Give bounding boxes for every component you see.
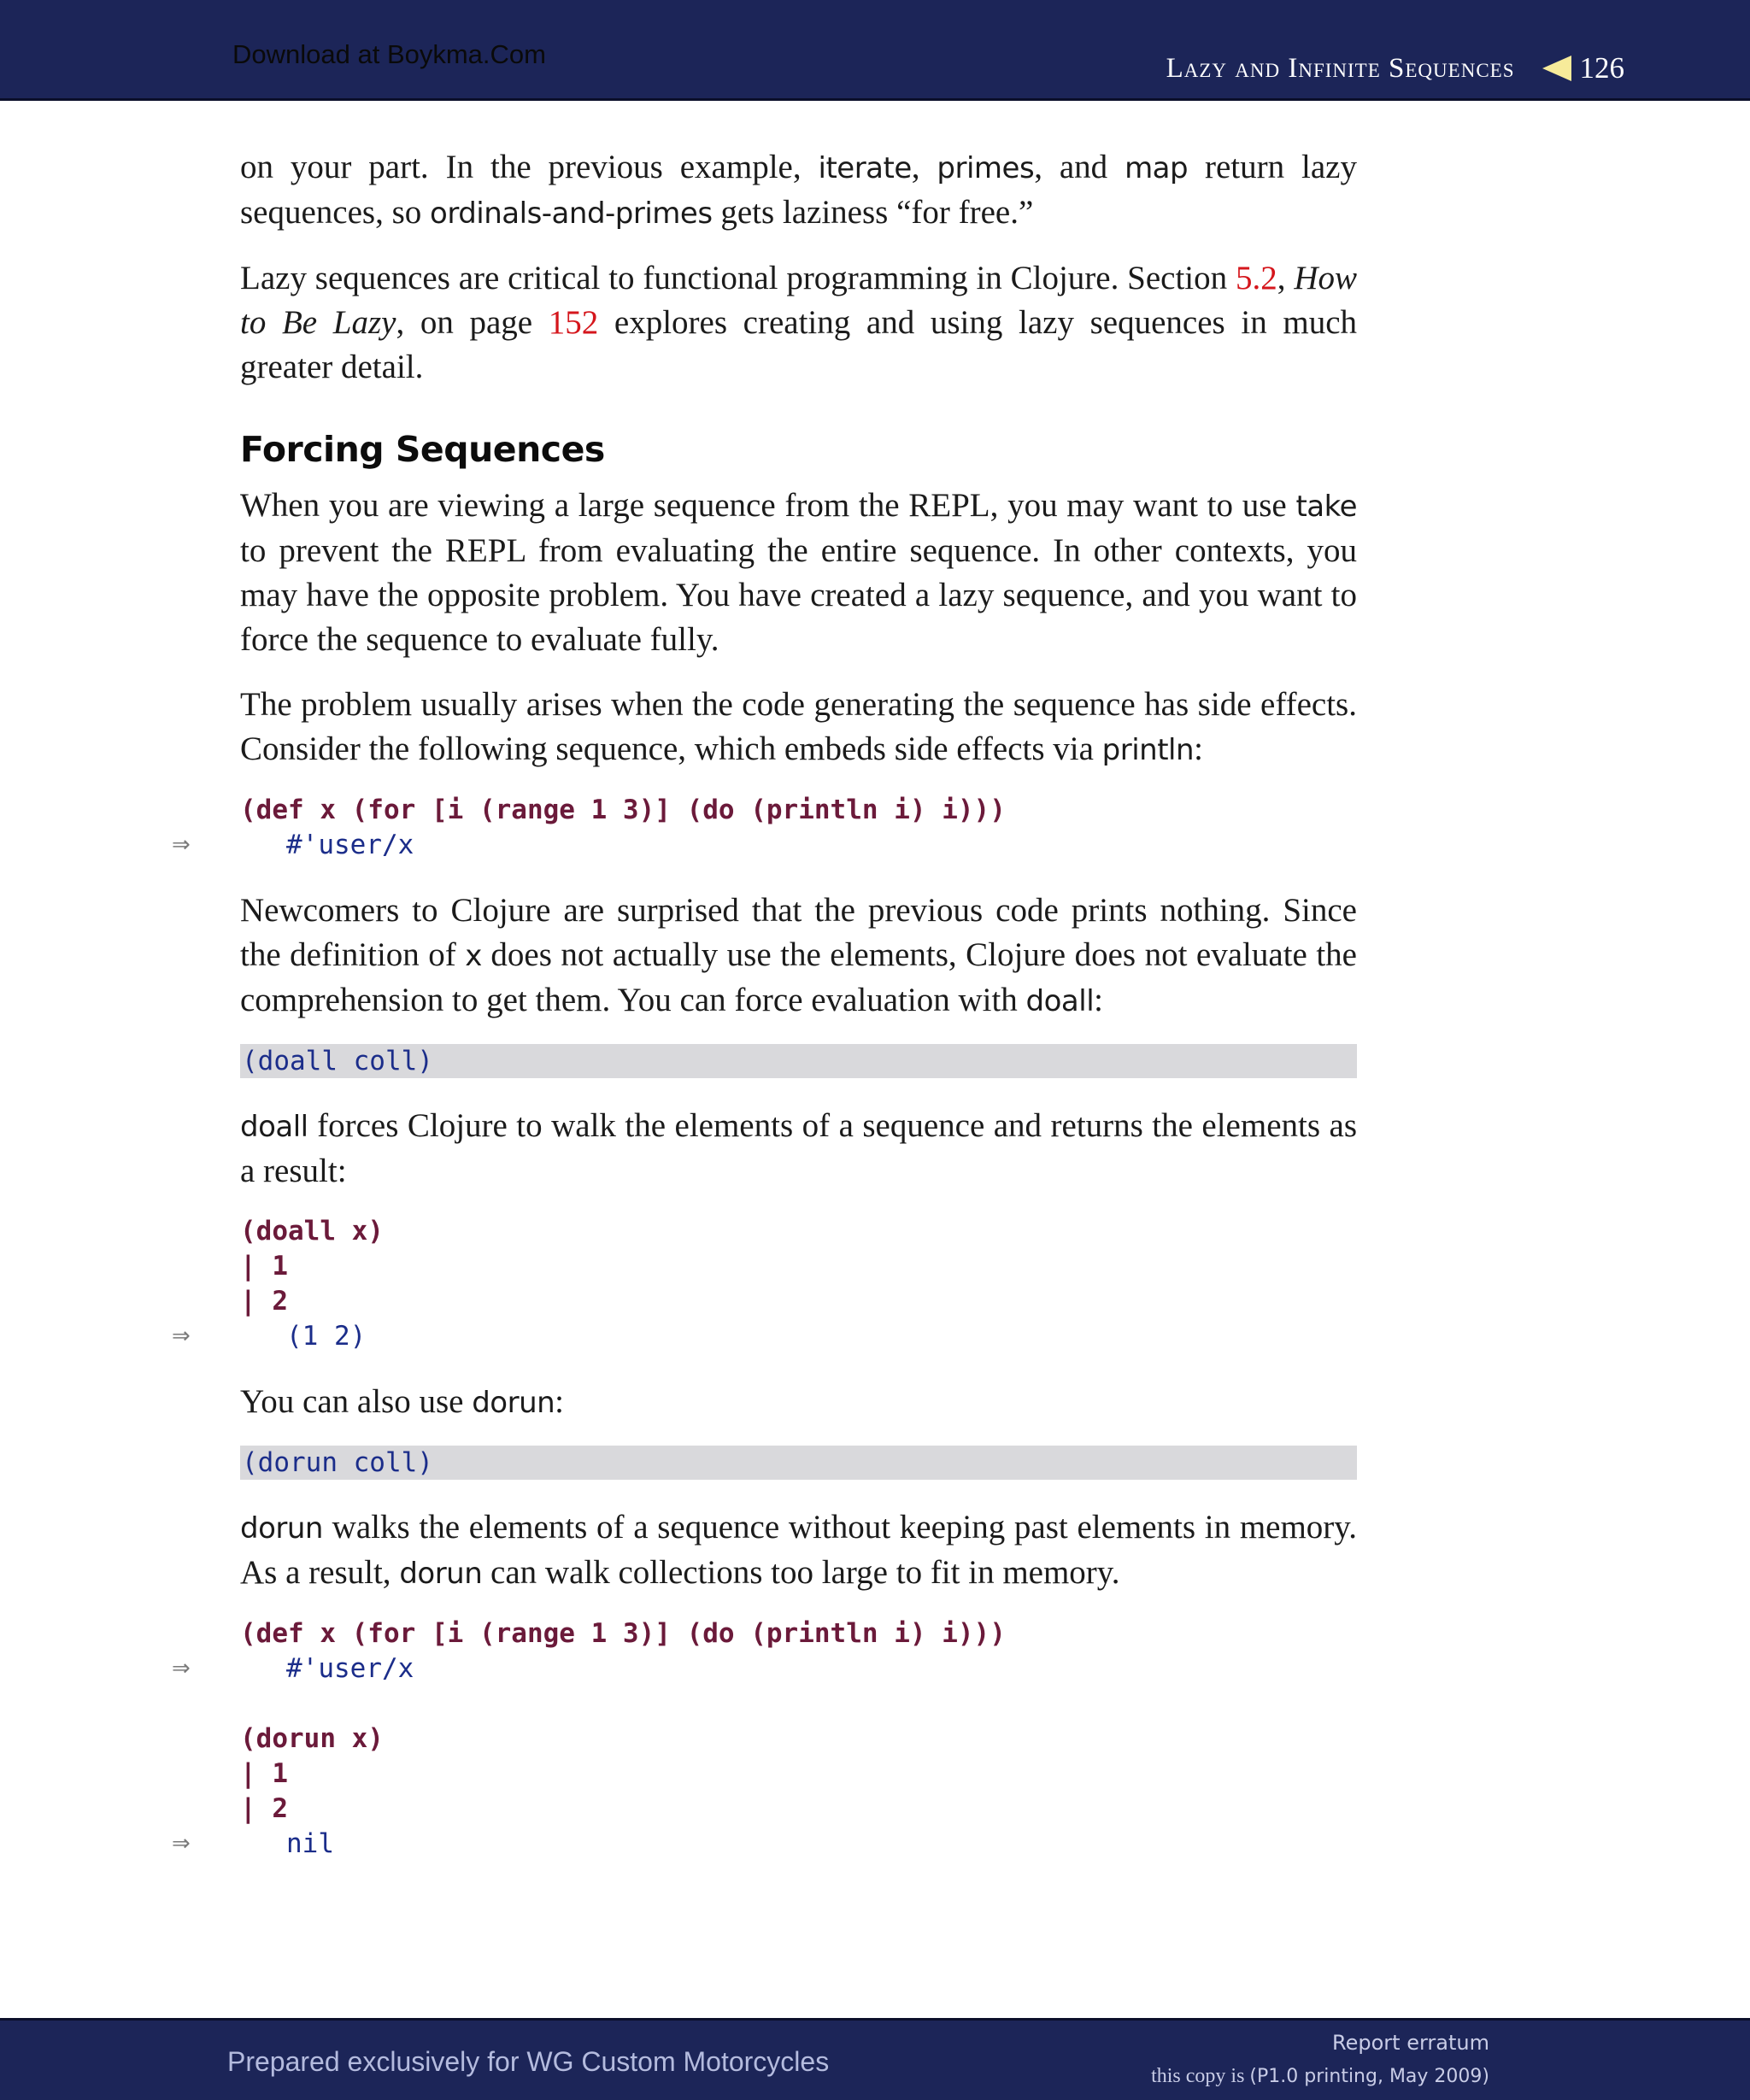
- text: ,: [1277, 260, 1295, 296]
- left-triangle-icon[interactable]: [1542, 56, 1571, 81]
- text: walks the elements of a sequence without keeping past elements in memory. As a result,: [240, 1509, 1357, 1591]
- code-term-dorun: dorun: [399, 1557, 483, 1591]
- paragraph-2: [240, 256, 1357, 390]
- code-term-iterate: iterate: [818, 151, 912, 185]
- text: :: [555, 1383, 565, 1420]
- text: can walk collections too large to fit in memory.: [482, 1554, 1120, 1591]
- text: , and: [1034, 149, 1125, 185]
- paragraph-6: [240, 1104, 1357, 1194]
- code-term-doall: doall: [1025, 984, 1095, 1018]
- blank-line: [240, 1686, 1357, 1722]
- page-body: [172, 145, 1358, 1887]
- text: Lazy sequences are critical to functional programming in Clojure. Section: [240, 260, 1236, 296]
- page-header: [0, 0, 1750, 101]
- code-input: (def x (for [i (range 1 3)] (do (println i) i))): [240, 1618, 1006, 1649]
- text: gets laziness “for free.”: [712, 194, 1034, 231]
- code-input: (dorun x): [240, 1723, 384, 1754]
- printed-line: | 2: [240, 1286, 288, 1317]
- text: forces Clojure to walk the elements of a sequence and returns the elements as a result:: [240, 1107, 1357, 1189]
- running-head: [1166, 51, 1624, 85]
- copy-info: [1151, 2065, 1489, 2088]
- page-footer: [0, 2018, 1750, 2100]
- code-term-println: println: [1101, 733, 1195, 767]
- prepared-for-note: Prepared exclusively for WG Custom Motorcycles: [227, 2046, 830, 2077]
- text: explores creating and using lazy sequences in much greater detail.: [240, 304, 1358, 385]
- output-text: #'user/x: [286, 1653, 414, 1684]
- page-number: 126: [1579, 51, 1624, 85]
- code-output: [172, 1651, 1357, 1686]
- code-example-1: [172, 793, 1357, 863]
- result-arrow-icon: ⇒: [172, 1323, 191, 1349]
- code-input: (def x (for [i (range 1 3)] (do (println i) i))): [240, 795, 1006, 825]
- code-term-doall: doall: [240, 1110, 308, 1144]
- text: on your part. In the previous example,: [240, 149, 819, 185]
- text: :: [1094, 982, 1103, 1018]
- paragraph-7: [240, 1380, 1357, 1425]
- printed-line: | 2: [240, 1793, 288, 1824]
- code-term-x: x: [465, 939, 482, 973]
- output-text: (1 2): [286, 1321, 367, 1352]
- paragraph-8: [240, 1505, 1357, 1596]
- signature-doall: (doall coll): [240, 1044, 1357, 1078]
- text: does not actually use the elements, Clojure does not evaluate the comprehension to get them. You can force evaluation with: [240, 936, 1357, 1018]
- text: The problem usually arises when the code generating the sequence has side effects. Consider the following sequence, which embeds side effects via: [240, 686, 1357, 767]
- signature-dorun: (dorun coll): [240, 1446, 1357, 1480]
- printed-line: | 1: [240, 1251, 288, 1282]
- result-arrow-icon: ⇒: [172, 1831, 191, 1857]
- paragraph-3: [240, 484, 1357, 662]
- download-note[interactable]: Download at Boykma.Com: [232, 39, 546, 69]
- copy-info-prefix: this copy is: [1151, 2065, 1250, 2087]
- copy-info-detail: (P1.0 printing, May 2009): [1249, 2066, 1489, 2087]
- code-output: [172, 1319, 1357, 1354]
- output-text: #'user/x: [286, 830, 414, 860]
- text: You can also use: [240, 1383, 473, 1420]
- result-arrow-icon: ⇒: [172, 832, 191, 858]
- paragraph-1: [240, 145, 1357, 236]
- code-input: (doall x): [240, 1216, 384, 1247]
- text: return lazy sequences, so: [240, 149, 1357, 231]
- section-title: How to Be Lazy: [240, 260, 1357, 341]
- paragraph-4: [240, 683, 1357, 772]
- printed-line: | 1: [240, 1758, 288, 1789]
- code-term-dorun: dorun: [240, 1511, 323, 1546]
- chapter-title: Lazy and Infinite Sequences: [1166, 52, 1515, 84]
- code-output: [172, 828, 1357, 863]
- text: When you are viewing a large sequence from the REPL, you may want to use: [240, 487, 1296, 524]
- code-term-dorun: dorun: [472, 1386, 555, 1420]
- code-example-2: [172, 1214, 1357, 1354]
- section-heading: Forcing Sequences: [240, 429, 605, 470]
- output-text: nil: [286, 1828, 334, 1859]
- code-term-take: take: [1295, 490, 1357, 524]
- code-term-map: map: [1125, 151, 1189, 185]
- code-term-ordinals-and-primes: ordinals-and-primes: [430, 197, 713, 231]
- result-arrow-icon: ⇒: [172, 1656, 191, 1681]
- code-example-3: [172, 1616, 1357, 1862]
- report-erratum-link[interactable]: Report erratum: [1332, 2031, 1489, 2055]
- paragraph-5: [240, 889, 1357, 1024]
- text: to prevent the REPL from evaluating the entire sequence. In other contexts, you may have the opposite problem. You have created a lazy sequence, and you want to force the sequence to evaluate fully.: [240, 532, 1357, 658]
- text: Newcomers to Clojure are surprised that the previous code prints nothing. Since the definition of: [240, 892, 1357, 973]
- text: :: [1194, 730, 1203, 767]
- text: ,: [911, 149, 937, 185]
- section-link[interactable]: 5.2: [1235, 260, 1277, 296]
- page-link[interactable]: 152: [548, 304, 599, 341]
- text: , on page: [396, 304, 549, 341]
- code-output: [172, 1827, 1357, 1862]
- code-term-primes: primes: [937, 151, 1035, 185]
